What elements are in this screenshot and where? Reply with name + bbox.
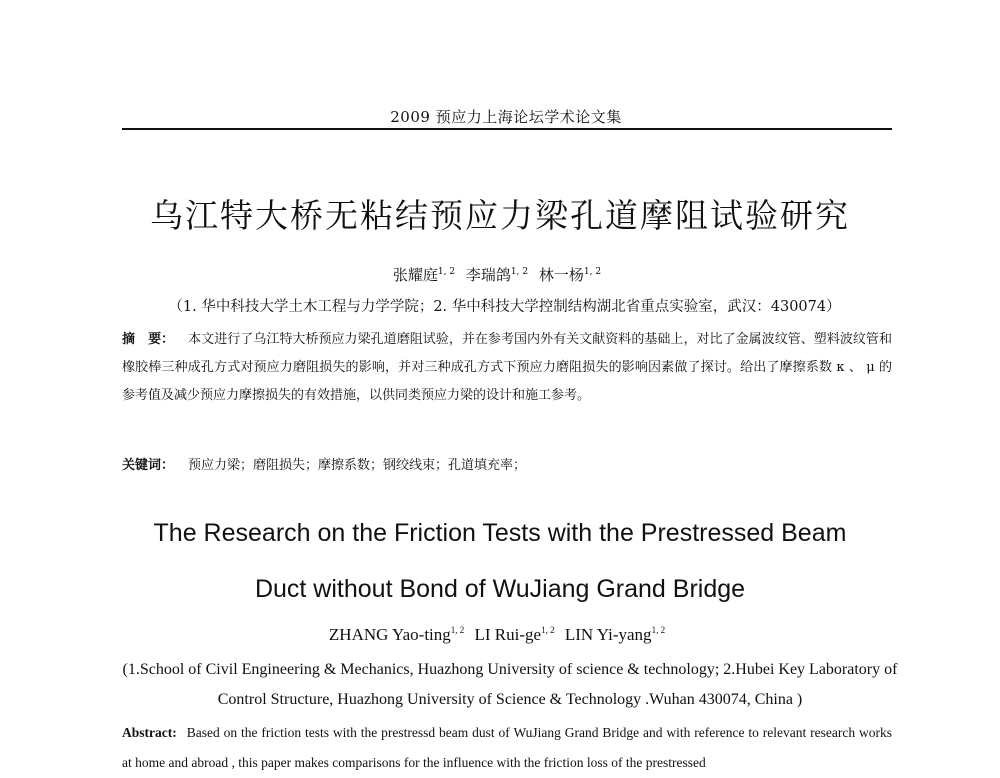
en-authors bbox=[100, 625, 900, 645]
cn-affiliation: （1. 华中科技大学土木工程与力学学院；2. 华中科技大学控制结构湖北省重点实验室，武汉：430074） bbox=[168, 299, 841, 315]
cn-keywords-label: 关键词： bbox=[122, 458, 175, 473]
en-title bbox=[80, 505, 920, 617]
en-author-name: ZHANG Yao-ting bbox=[328, 625, 451, 644]
en-abstract bbox=[122, 718, 892, 778]
running-header: 2009 预应力上海论坛学术论文集 bbox=[390, 108, 622, 126]
cn-author-sup: 1, 2 bbox=[583, 267, 602, 277]
en-title-line: Duct without Bond of WuJiang Grand Bridge bbox=[254, 575, 746, 603]
cn-authors bbox=[100, 264, 900, 285]
en-author-sup: 1, 2 bbox=[450, 625, 465, 636]
en-abstract-text: Based on the friction tests with the prestressd beam dust of WuJiang Grand Bridge and with reference to relevant research works at home and abroad , this paper makes comparisons for the influence with the friction loss of the prestressed bbox=[122, 725, 892, 770]
cn-author-name: 李瑞鸽 bbox=[465, 266, 511, 284]
en-author-sup: 1, 2 bbox=[541, 625, 555, 636]
cn-abstract-label: 摘 要： bbox=[122, 332, 175, 347]
en-abstract-label: Abstract: bbox=[122, 725, 177, 740]
header-rule bbox=[122, 128, 892, 130]
en-title-line: The Research on the Friction Tests with the Prestressed Beam bbox=[153, 519, 847, 547]
cn-author-name: 张耀庭 bbox=[392, 266, 438, 284]
en-affiliation: (1.School of Civil Engineering & Mechanics, Huazhong University of science & technology; 2.Hubei Key Laboratory of Control Structure, Huazhong University of Science & Technology .Wuhan 430074, China ) bbox=[122, 661, 898, 708]
cn-author-sup: 1, 2 bbox=[437, 267, 456, 277]
cn-title: 乌江特大桥无粘结预应力梁孔道摩阻试验研究 bbox=[150, 196, 850, 235]
en-author-sup: 1, 2 bbox=[651, 625, 666, 636]
cn-author-name: 林一杨 bbox=[538, 266, 584, 284]
en-author-name: LIN Yi-yang bbox=[564, 625, 652, 644]
cn-author-sup: 1, 2 bbox=[510, 267, 529, 277]
cn-keywords-text: 预应力梁；磨阻损失；摩擦系数；钢绞线束；孔道填充率； bbox=[188, 458, 527, 473]
en-author-name: LI Rui-ge bbox=[474, 625, 542, 644]
cn-abstract-text: 本文进行了乌江特大桥预应力梁孔道磨阻试验，并在参考国内外有关文献资料的基础上，对比了金属波纹管、塑料波纹管和橡胶棒三种成孔方式对预应力磨阻损失的影响，并对三种成孔方式下预应力磨阻损失的影响因素做了探讨。给出了摩擦系数 κ 、 μ 的参考值及减少预应力摩擦损失的有效措施，以供同类预应力梁的设计和施工参考。 bbox=[122, 332, 892, 403]
cn-abstract bbox=[122, 326, 892, 410]
cn-keywords bbox=[122, 454, 892, 473]
